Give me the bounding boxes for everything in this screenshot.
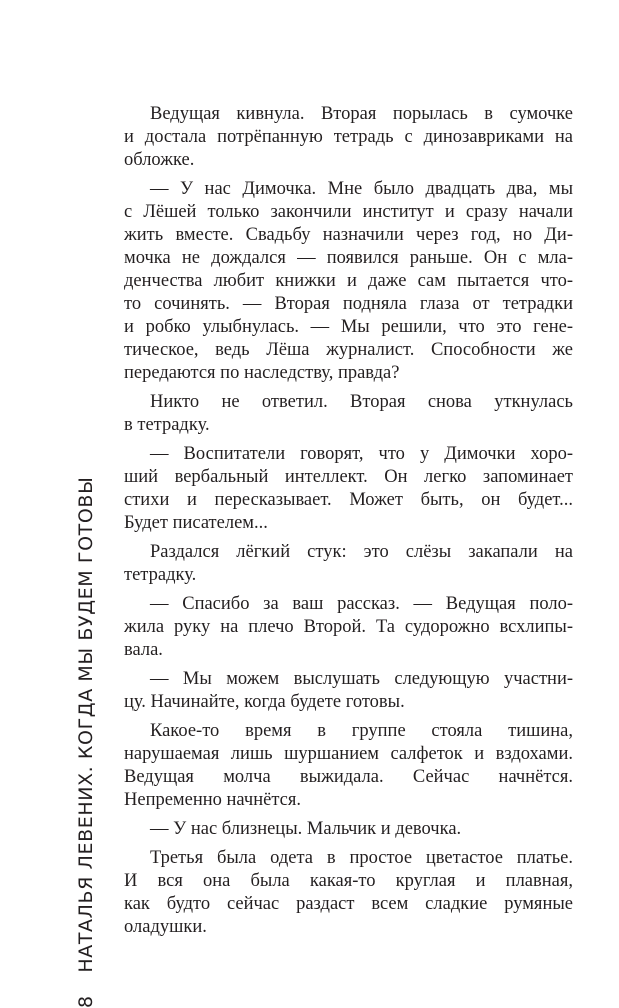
text-line: цу. Начинайте, когда будете готовы. — [124, 692, 405, 712]
text-line: то сочинять. — Вторая подняла глаза от тетрадки — [124, 294, 573, 314]
text-line: — Воспитатели говорят, что у Димочки хоро- — [150, 444, 573, 464]
text-line: мочка не дождался — появился раньше. Он с мла- — [124, 248, 573, 268]
text-line: передаются по наследству, правда? — [124, 363, 400, 383]
text-line: и достала потрёпанную тетрадь с динозавриками на — [124, 127, 573, 147]
page-margin-strip — [75, 468, 97, 1008]
text-line: Раздался лёгкий стук: это слёзы закапали на — [150, 542, 573, 562]
text-line: вала. — [124, 640, 163, 660]
text-line: — У нас Димочка. Мне было двадцать два, мы — [150, 179, 573, 199]
text-line: нарушаемая лишь шуршанием салфеток и вздохами. — [124, 744, 573, 764]
text-line: Ведущая молча выжидала. Сейчас начнётся. — [124, 767, 573, 787]
text-line: жила руку на плечо Второй. Та судорожно всхлипы- — [124, 617, 573, 637]
paragraph — [124, 443, 573, 535]
text-line: тическое, ведь Лёша журналист. Способности же — [124, 340, 573, 360]
text-line: Третья была одета в простое цветастое платье. — [150, 848, 573, 868]
text-line: оладушки. — [124, 917, 207, 937]
text-line: Какое-то время в группе стояла тишина, — [150, 721, 573, 741]
text-line: И вся она была какая-то круглая и плавная, — [124, 871, 573, 891]
page-number: 8 — [75, 995, 97, 1008]
paragraph — [124, 818, 573, 841]
text-line: Будет писателем... — [124, 513, 268, 533]
text-line: Никто не ответил. Вторая снова уткнулась — [150, 392, 573, 412]
paragraph — [124, 391, 573, 437]
text-line: — Мы можем выслушать следующую участни- — [150, 669, 573, 689]
paragraph — [124, 668, 573, 714]
paragraph — [124, 720, 573, 812]
text-line: Ведущая кивнула. Вторая порылась в сумочке — [150, 104, 573, 124]
running-head: НАТАЛЬЯ ЛЕВЕНИХ. КОГДА МЫ БУДЕМ ГОТОВЫ — [75, 476, 97, 973]
text-line: стихи и пересказывает. Может быть, он будет... — [124, 490, 573, 510]
paragraph — [124, 847, 573, 939]
text-line: тетрадку. — [124, 565, 197, 585]
paragraph — [124, 103, 573, 172]
text-line: в тетрадку. — [124, 415, 210, 435]
paragraph — [124, 541, 573, 587]
text-line: денчества любит книжки и даже сам пытается что- — [124, 271, 573, 291]
text-line: с Лёшей только закончили институт и сразу начали — [124, 202, 573, 222]
text-line: — У нас близнецы. Мальчик и девочка. — [150, 819, 462, 839]
paragraph — [124, 178, 573, 385]
text-line: — Спасибо за ваш рассказ. — Ведущая поло- — [150, 594, 573, 614]
paragraph — [124, 593, 573, 662]
text-line: ший вербальный интеллект. Он легко запоминает — [124, 467, 573, 487]
text-line: Непременно начнётся. — [124, 790, 301, 810]
text-line: жить вместе. Свадьбу назначили через год, но Ди- — [124, 225, 573, 245]
text-line: и робко улыбнулась. — Мы решили, что это гене- — [124, 317, 573, 337]
text-line: обложке. — [124, 150, 195, 170]
body-text — [124, 103, 573, 939]
text-line: как будто сейчас раздаст всем сладкие румяные — [124, 894, 573, 914]
